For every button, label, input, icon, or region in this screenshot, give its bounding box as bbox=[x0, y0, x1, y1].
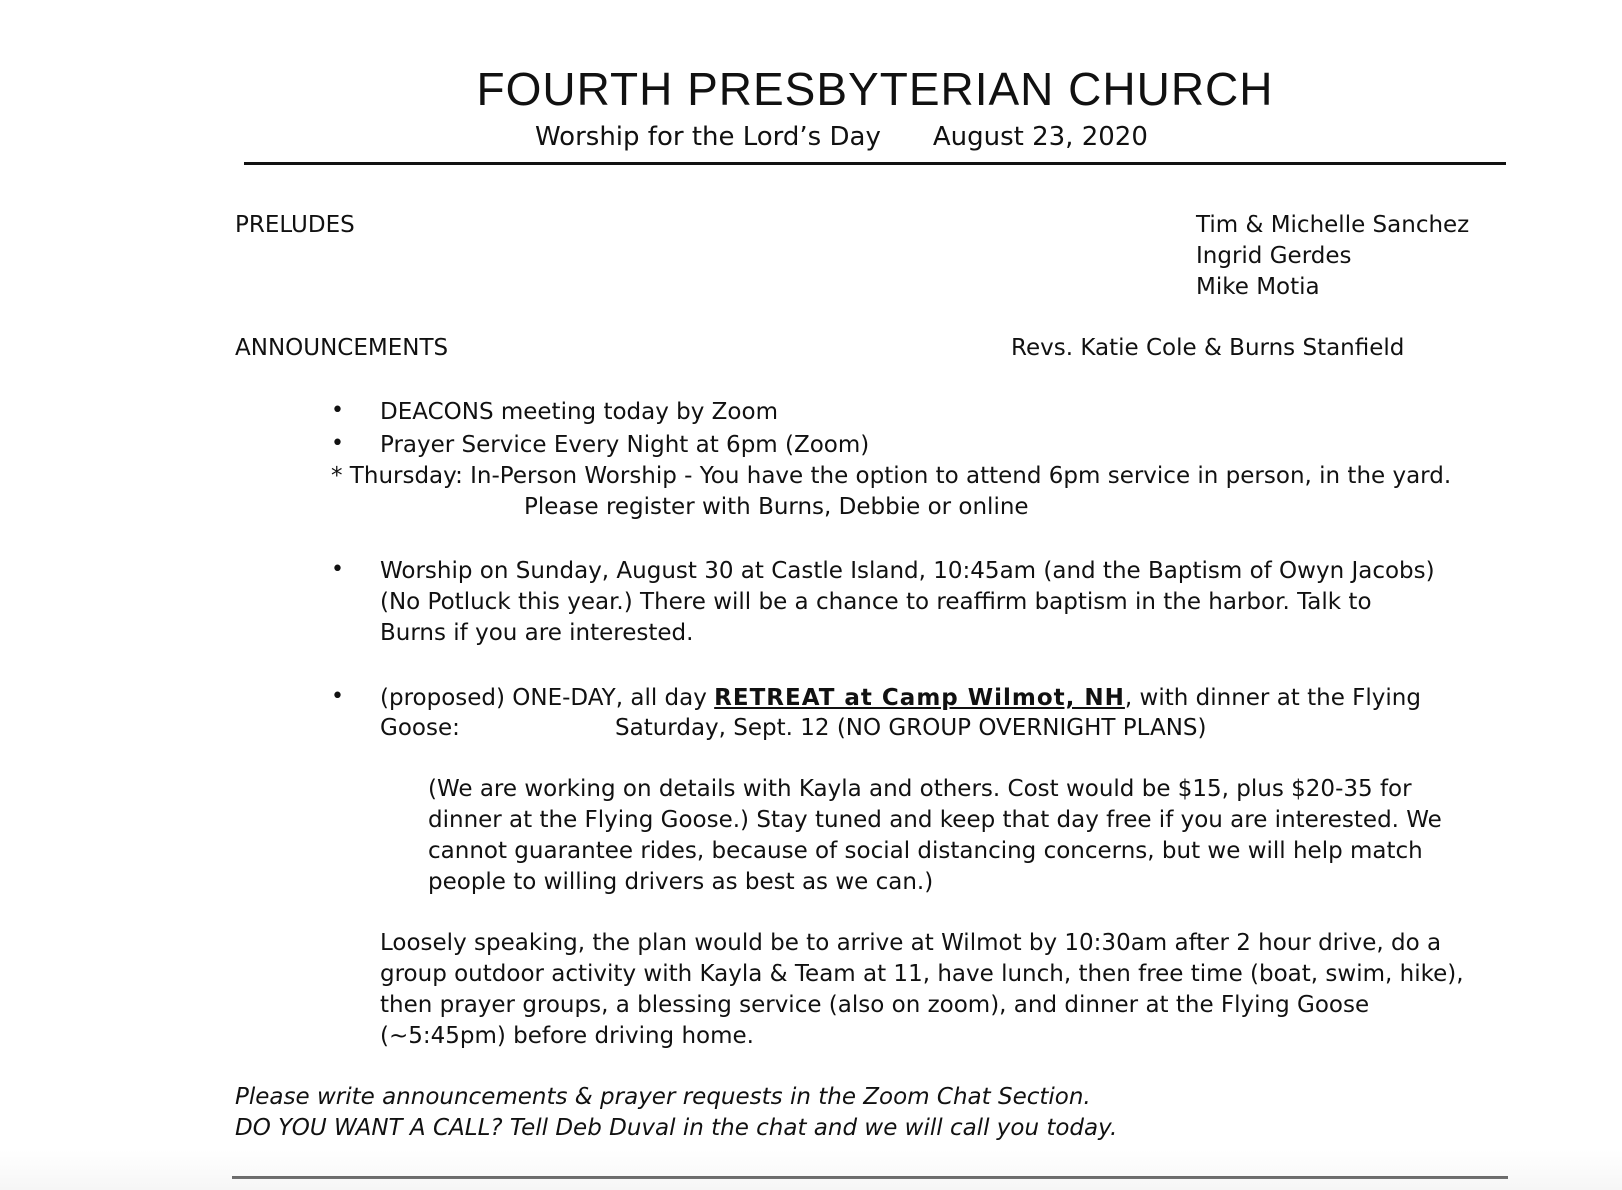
announcements-label: ANNOUNCEMENTS bbox=[235, 335, 449, 361]
announcement-worship-line: Worship on Sunday, August 30 at Castle Island, 10:45am (and the Baptism of Owyn Jacobs) bbox=[380, 558, 1435, 584]
prelude-performer: Tim & Michelle Sanchez bbox=[1196, 212, 1470, 238]
announcement-deacons: DEACONS meeting today by Zoom bbox=[380, 399, 778, 425]
church-title: FOURTH PRESBYTERIAN CHURCH bbox=[476, 63, 1274, 115]
retreat-details-line: dinner at the Flying Goose.) Stay tuned and keep that day free if you are interested. We bbox=[428, 807, 1442, 833]
prelude-performer: Ingrid Gerdes bbox=[1196, 243, 1352, 269]
retreat-details-line: people to willing drivers as best as we can.) bbox=[428, 869, 934, 895]
retreat-link[interactable]: RETREAT at Camp Wilmot, NH bbox=[714, 685, 1125, 711]
preludes-label: PRELUDES bbox=[235, 212, 355, 238]
retreat-plan-line: then prayer groups, a blessing service (also on zoom), and dinner at the Flying Goose bbox=[380, 992, 1370, 1018]
service-subtitle bbox=[535, 122, 1148, 152]
bullet-icon: • bbox=[331, 684, 344, 709]
retreat-details-line: (We are working on details with Kayla and others. Cost would be $15, plus $20-35 for bbox=[428, 776, 1412, 802]
service-name: Worship for the Lord’s Day bbox=[535, 122, 881, 152]
announcements-leaders: Revs. Katie Cole & Burns Stanfield bbox=[1011, 335, 1405, 361]
announcement-thursday-register: Please register with Burns, Debbie or online bbox=[524, 494, 1029, 520]
retreat-goose-label: Goose: bbox=[380, 715, 460, 741]
prelude-performer: Mike Motia bbox=[1196, 274, 1320, 300]
service-date: August 23, 2020 bbox=[932, 122, 1148, 152]
bullet-icon: • bbox=[331, 398, 344, 423]
footer-call-note: DO YOU WANT A CALL? Tell Deb Duval in the chat and we will call you today. bbox=[235, 1115, 1118, 1141]
announcement-thursday: * Thursday: In-Person Worship - You have the option to attend 6pm service in person, in the yard. bbox=[331, 463, 1452, 489]
announcement-worship-line: (No Potluck this year.) There will be a chance to reaffirm baptism in the harbor. Talk to bbox=[380, 589, 1372, 615]
retreat-details-line: cannot guarantee rides, because of social distancing concerns, but we will help match bbox=[428, 838, 1423, 864]
header-divider bbox=[244, 162, 1506, 165]
announcement-worship-line: Burns if you are interested. bbox=[380, 620, 694, 646]
announcement-prayer-service: Prayer Service Every Night at 6pm (Zoom) bbox=[380, 432, 870, 458]
retreat-prefix: (proposed) ONE-DAY, all day bbox=[380, 685, 715, 711]
footer-zoom-note: Please write announcements & prayer requests in the Zoom Chat Section. bbox=[235, 1084, 1091, 1110]
retreat-date: Saturday, Sept. 12 (NO GROUP OVERNIGHT PLANS) bbox=[615, 715, 1207, 741]
retreat-plan-line: (~5:45pm) before driving home. bbox=[380, 1023, 754, 1049]
bullet-icon: • bbox=[331, 557, 344, 582]
page-shadow bbox=[0, 1150, 1622, 1190]
retreat-plan-line: Loosely speaking, the plan would be to arrive at Wilmot by 10:30am after 2 hour drive, do a bbox=[380, 930, 1442, 956]
retreat-plan-line: group outdoor activity with Kayla & Team at 11, have lunch, then free time (boat, swim, hike), bbox=[380, 961, 1464, 987]
retreat-suffix: , with dinner at the Flying bbox=[1124, 685, 1421, 711]
bullet-icon: • bbox=[331, 431, 344, 456]
announcement-retreat bbox=[380, 683, 1421, 714]
